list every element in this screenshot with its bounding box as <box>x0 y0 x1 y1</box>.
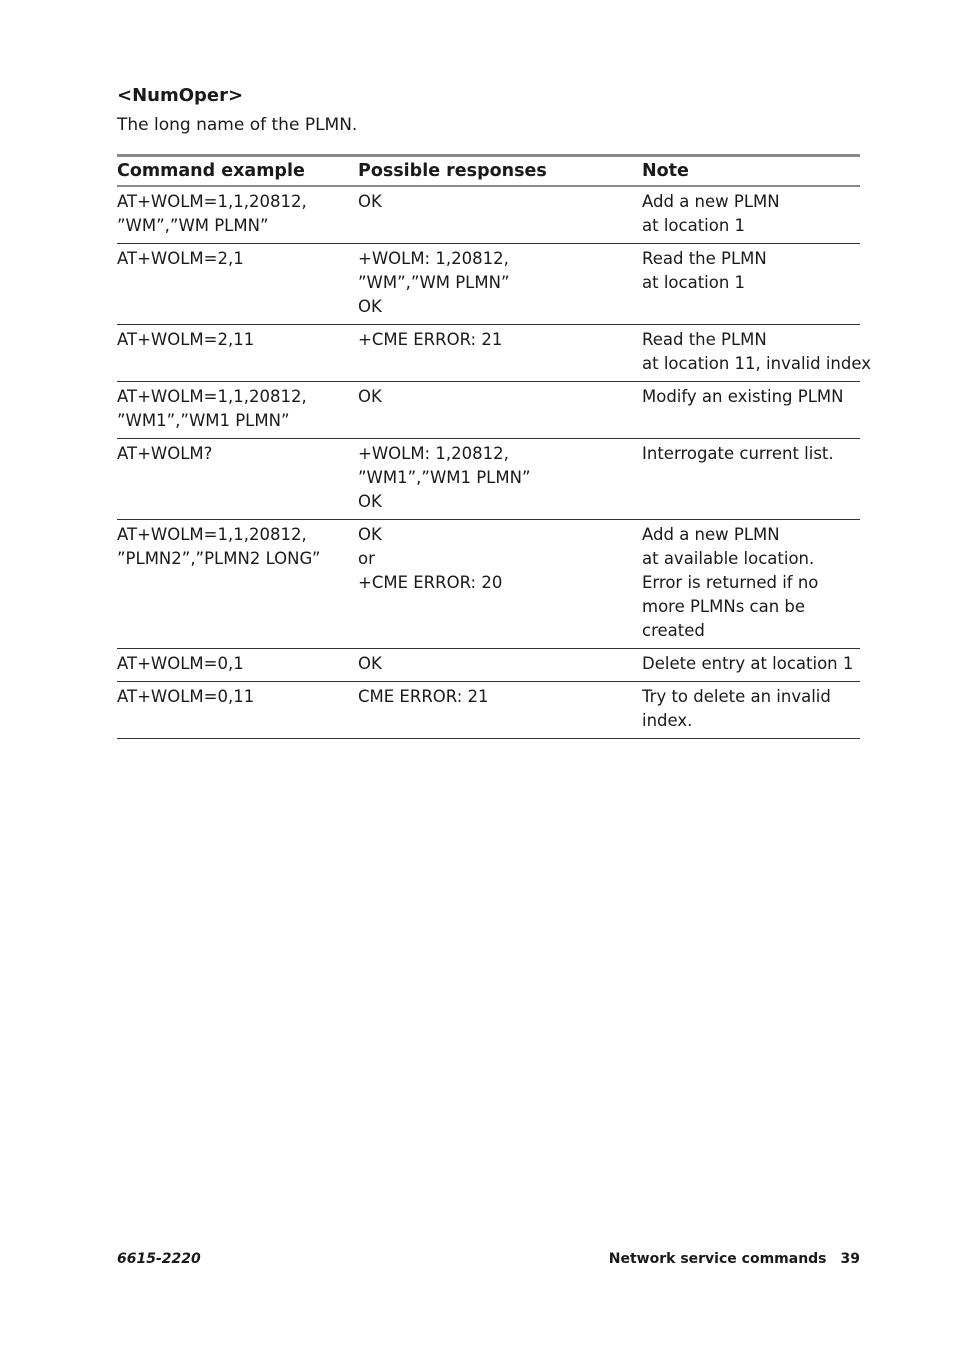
header-possible-responses: Possible responses <box>358 161 547 181</box>
note-cell <box>642 382 860 439</box>
header-command-example: Command example <box>117 161 305 181</box>
response-line: OK <box>358 192 382 211</box>
command-line: ”WM1”,”WM1 PLMN” <box>117 411 290 430</box>
response-line: ”WM”,”WM PLMN” <box>358 273 510 292</box>
command-line: AT+WOLM? <box>117 444 213 463</box>
response-cell <box>358 520 642 649</box>
response-line: +WOLM: 1,20812, <box>358 249 509 268</box>
response-line: +CME ERROR: 21 <box>358 330 503 349</box>
command-cell <box>117 186 358 244</box>
table-row <box>117 682 860 739</box>
command-line: AT+WOLM=2,1 <box>117 249 244 268</box>
table-row <box>117 325 860 382</box>
table-row <box>117 649 860 682</box>
table-row <box>117 520 860 649</box>
note-line: created <box>642 621 705 640</box>
section-description: The long name of the PLMN. <box>117 115 358 135</box>
note-line: at location 1 <box>642 216 746 235</box>
note-line: Add a new PLMN <box>642 192 780 211</box>
footer-section <box>609 1251 860 1267</box>
response-line: CME ERROR: 21 <box>358 687 489 706</box>
table-row <box>117 439 860 520</box>
note-line: at available location. <box>642 549 815 568</box>
response-line: OK <box>358 654 382 673</box>
command-table <box>117 154 871 739</box>
command-cell <box>117 520 358 649</box>
response-cell <box>358 325 642 382</box>
section-heading: <NumOper> <box>117 85 244 106</box>
note-cell <box>642 186 860 244</box>
command-cell <box>117 439 358 520</box>
command-cell <box>117 382 358 439</box>
response-line: ”WM1”,”WM1 PLMN” <box>358 468 531 487</box>
footer-section-title: Network service commands <box>608 1251 827 1267</box>
note-line: Modify an existing PLMN <box>642 387 844 406</box>
note-line: index. <box>642 711 693 730</box>
command-line: AT+WOLM=1,1,20812, <box>117 192 307 211</box>
note-line: at location 1 <box>642 273 746 292</box>
response-cell <box>358 682 642 739</box>
note-cell <box>642 439 860 520</box>
response-line: +WOLM: 1,20812, <box>358 444 509 463</box>
table-row <box>117 244 860 325</box>
note-cell <box>642 325 871 382</box>
header-note: Note <box>642 161 689 181</box>
note-line: more PLMNs can be <box>642 597 806 616</box>
note-cell <box>642 244 860 325</box>
note-line: Error is returned if no <box>642 573 819 592</box>
note-line: at location 11, invalid index <box>642 354 871 373</box>
table-row <box>117 186 860 244</box>
table-body <box>117 186 871 739</box>
note-line: Delete entry at location 1 <box>642 654 854 673</box>
note-cell <box>642 682 860 739</box>
note-line: Try to delete an invalid <box>642 687 831 706</box>
response-cell <box>358 439 642 520</box>
footer-page-number: 39 <box>840 1251 860 1267</box>
command-line: AT+WOLM=0,11 <box>117 687 255 706</box>
response-line: OK <box>358 387 382 406</box>
command-cell <box>117 682 358 739</box>
response-line: OK <box>358 525 382 544</box>
response-line: OK <box>358 297 382 316</box>
command-cell <box>117 325 358 382</box>
response-line: OK <box>358 492 382 511</box>
table-row <box>117 382 860 439</box>
note-cell <box>642 649 860 682</box>
command-line: AT+WOLM=0,1 <box>117 654 244 673</box>
command-line: AT+WOLM=2,11 <box>117 330 255 349</box>
footer-doc-number: 6615-2220 <box>117 1251 201 1267</box>
command-line: AT+WOLM=1,1,20812, <box>117 525 307 544</box>
command-cell <box>117 649 358 682</box>
command-line: AT+WOLM=1,1,20812, <box>117 387 307 406</box>
note-cell <box>642 520 860 649</box>
note-line: Interrogate current list. <box>642 444 834 463</box>
note-line: Add a new PLMN <box>642 525 780 544</box>
response-cell <box>358 649 642 682</box>
response-line: or <box>358 549 375 568</box>
table-header-row <box>117 156 860 187</box>
note-line: Read the PLMN <box>642 330 767 349</box>
response-cell <box>358 382 642 439</box>
command-line: ”WM”,”WM PLMN” <box>117 216 269 235</box>
response-cell <box>358 244 642 325</box>
command-cell <box>117 244 358 325</box>
response-cell <box>358 186 642 244</box>
response-line: +CME ERROR: 20 <box>358 573 503 592</box>
note-line: Read the PLMN <box>642 249 767 268</box>
command-line: ”PLMN2”,”PLMN2 LONG” <box>117 549 321 568</box>
